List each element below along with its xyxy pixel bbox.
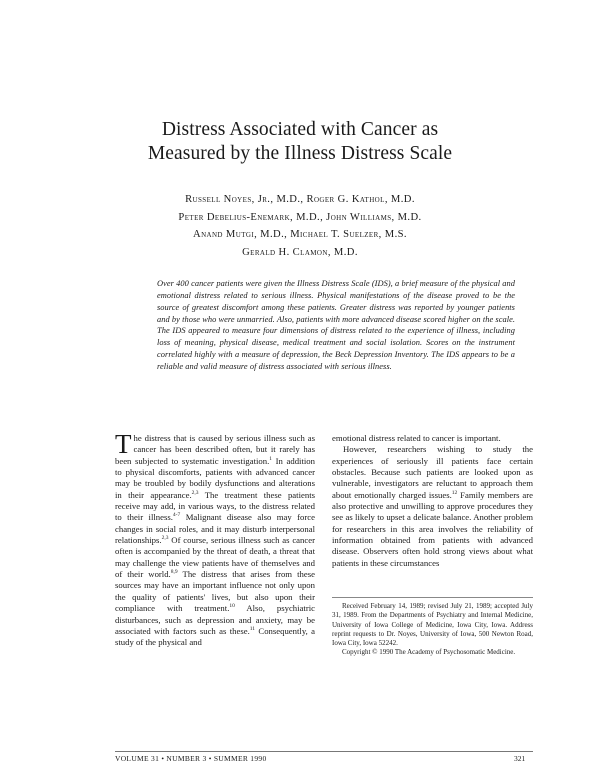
- author-line-2: Peter Debelius-Enemark, M.D., John Williams, M.D.: [178, 211, 422, 223]
- reference-mark: 12: [451, 489, 458, 496]
- text-run: Also, psychiatric disturbances, such as depression and anxiety, may be associated with factors such as these.: [115, 603, 315, 636]
- reference-mark: 11: [249, 625, 256, 632]
- text-run: Family members are also protective and unwilling to approve procedures they see as likely to upset a delicate balance. Another problem for researchers in this area involves the reliability of information obtained from patients with advanced disease. Observers often hold strong views about what patients in these circumstances: [332, 489, 533, 568]
- footnote-received: Received February 14, 1989; revised July 21, 1989; accepted July 31, 1989. From the Departments of Psychiatry and Internal Medicine, University of Iowa College of Medicine, Iowa City, Iowa. Address reprint requests to Dr. Noyes, University of Iowa, 500 Newton Road, Iowa City, Iowa 52242.: [332, 602, 533, 648]
- reference-mark: 1: [269, 455, 272, 462]
- text-run: Consequently, a study of the physical and: [115, 625, 315, 648]
- drop-cap: T: [115, 429, 132, 459]
- text-run: he distress that is caused by serious illness such as cancer has been described often, but it rarely has been subjected to systematic investigation.: [115, 433, 315, 466]
- paper-title: [0, 118, 600, 166]
- body-paragraph: [115, 429, 315, 649]
- text-run: Of course, serious illness such as cancer often is accompanied by the threat of death, a threat that may challenge the view patients have of themselves and of their world.: [115, 535, 315, 580]
- reference-mark: 2,3: [161, 535, 169, 542]
- author-line-3: Anand Mutgi, M.D., Michael T. Suelzer, M.S.: [193, 229, 407, 241]
- author-line-1: Russell Noyes, Jr., M.D., Roger G. Kathol, M.D.: [185, 194, 415, 205]
- author-line-4: Gerald H. Clamon, M.D.: [242, 246, 358, 258]
- reference-mark: 10: [229, 603, 235, 610]
- footnote-divider: [332, 597, 533, 598]
- footnote: [332, 602, 533, 658]
- text-run: Malignant disease also may force changes in social roles, and it may disturb interpersonal relationships.: [115, 512, 315, 546]
- text-run: In addition to physical discomforts, patients with advanced cancer may be troubled by bodily dysfunctions and alterations in their appearance.: [115, 455, 315, 500]
- text-run: The distress that arises from these sources may have an important influence not only upon the quality of patients' lives, but also upon their compliance with treatment.: [115, 569, 315, 614]
- text-run: However, researchers wishing to study the experiences of seriously ill patients face certain obstacles. Because such patients are looked upon as vulnerable, investigators are reluctant to approach them about emotionally charged issues.: [332, 444, 533, 500]
- body-column-left: [115, 429, 315, 649]
- reference-mark: 4-7: [172, 512, 181, 519]
- text-run: The treatment these patients receive may add, in various ways, to the distress related to their illness.: [115, 489, 315, 523]
- footnote-copyright: Copyright © 1990 The Academy of Psychosomatic Medicine.: [342, 648, 516, 657]
- body-paragraph: emotional distress related to cancer is important.: [332, 433, 501, 443]
- title-line-1: Distress Associated with Cancer as: [161, 119, 439, 140]
- title-line-2: Measured by the Illness Distress Scale: [147, 143, 453, 164]
- abstract: Over 400 cancer patients were given the Illness Distress Scale (IDS), a brief measure of the physical and emotional distress related to serious illness. Physical manifestations of the disease proved to be the source of greatest discomfort among these patients. Greater distress was reported by younger patients and by those who were unmarried. Also, patients with more advanced disease scored higher on the scale. The IDS appeared to measure four dimensions of distress related to the experience of illness, including loss of meaning, physical disease, medical treatment and social isolation. Scores on the instrument correlated highly with a measure of depression, the Beck Depression Inventory. The IDS appears to be a reliable and valid measure of distress associated with serious illness.: [157, 279, 515, 371]
- journal-issue-line: VOLUME 31 • NUMBER 3 • SUMMER 1990: [115, 754, 267, 763]
- reference-mark: 2,3: [191, 489, 199, 496]
- reference-mark: 8,9: [170, 569, 178, 576]
- body-column-right: [332, 433, 533, 569]
- author-list: [0, 191, 600, 261]
- footer-divider: [115, 751, 533, 752]
- body-paragraph: [332, 444, 533, 569]
- page-number: 321: [514, 754, 526, 763]
